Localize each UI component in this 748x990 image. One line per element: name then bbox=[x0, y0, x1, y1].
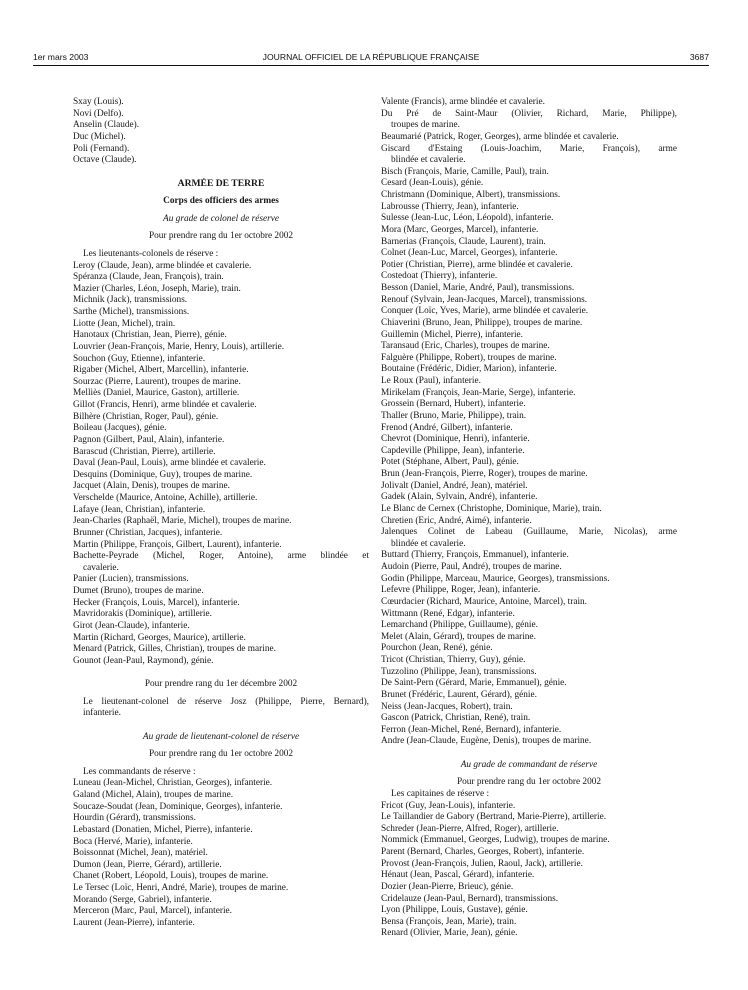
list-item: Gadek (Alain, Sylvain, André), infanterie. bbox=[381, 492, 538, 503]
list-item: Capdeville (Philippe, Jean), infanterie. bbox=[381, 445, 525, 456]
list-item: blindée et cavalerie. bbox=[391, 538, 466, 549]
grade-heading: Au grade de colonel de réserve bbox=[163, 213, 279, 224]
grade-heading: Au grade de lieutenant-colonel de réserve bbox=[142, 731, 300, 742]
list-item: Buttard (Thierry, François, Emmanuel), infanterie. bbox=[381, 550, 569, 561]
section-title: ARMÉE DE TERRE bbox=[177, 178, 265, 190]
list-item: Bachette-Peyrade (Michel, Roger, Antoine), arme blindée et bbox=[73, 551, 369, 562]
list-item: Godin (Philippe, Marceau, Maurice, Georges), transmissions. bbox=[381, 573, 610, 584]
list-item: Desquins (Dominique, Guy), troupes de marine. bbox=[73, 469, 253, 480]
list-item: Brun (Jean-François, Pierre, Roger), troupes de marine. bbox=[381, 469, 588, 479]
list-item: Costedoat (Thierry), infanterie. bbox=[381, 271, 498, 282]
list-item: Gounot (Jean-Paul, Raymond), génie. bbox=[73, 655, 214, 666]
list-item: Neiss (Jean-Jacques, Robert), train. bbox=[381, 701, 513, 712]
list-item: Merceron (Marc, Paul, Marcel), infanterie. bbox=[73, 906, 233, 917]
page-header bbox=[33, 52, 709, 66]
list-item: Du Pré de Saint-Maur (Olivier, Richard, Marie, Philippe), bbox=[381, 108, 677, 119]
list-item: Sarthe (Michel), transmissions. bbox=[73, 307, 190, 317]
list-item: Renouf (Sylvain, Jean-Jacques, Marcel), transmissions. bbox=[381, 294, 588, 305]
list-item: Boutaine (Frédéric, Didier, Marion), infanterie. bbox=[381, 364, 557, 375]
list-item: Renard (Olivier, Marie, Jean), génie. bbox=[381, 928, 518, 939]
list-item: Wittmann (René, Edgar), infanterie. bbox=[381, 608, 515, 619]
list-item: Chevrot (Dominique, Henri), infanterie. bbox=[381, 434, 530, 445]
list-item: Michnik (Jack), transmissions. bbox=[73, 295, 188, 306]
list-item: Lafaye (Jean, Christian), infanterie. bbox=[73, 504, 206, 515]
list-item: Jalenques Colinet de Labeau (Guillaume, Marie, Nicolas), arme bbox=[381, 527, 677, 538]
list-item: Octave (Claude). bbox=[73, 155, 137, 166]
list-item: Le Tersec (Loïc, Henri, André, Marie), troupes de marine. bbox=[73, 883, 289, 893]
list-item: Lebastard (Donatien, Michel, Pierre), infanterie. bbox=[73, 824, 253, 835]
list-item: Rigaber (Michel, Albert, Marcellin), infanterie. bbox=[73, 365, 249, 376]
list-item: Provost (Jean-François, Julien, Raoul, Jack), artillerie. bbox=[381, 858, 583, 869]
list-item: Duc (Michel). bbox=[73, 131, 126, 142]
list-intro: Les lieutenants-colonels de réserve : bbox=[83, 248, 219, 259]
list-item: Bisch (François, Marie, Camille, Paul), train. bbox=[381, 166, 549, 177]
list-item: Potier (Christian, Pierre), arme blindée et cavalerie. bbox=[381, 259, 573, 270]
list-item: Parent (Bernard, Charles, Georges, Robert), infanterie. bbox=[381, 847, 585, 857]
list-item: Dozier (Jean-Pierre, Brieuc), génie. bbox=[381, 881, 514, 892]
list-item: Audoin (Pierre, Paul, André), troupes de marine. bbox=[381, 562, 562, 572]
list-item: Mavridorakis (Dominique), artillerie. bbox=[73, 609, 212, 620]
header-rule bbox=[33, 65, 709, 66]
list-item: Barascud (Christian, Pierre), artillerie. bbox=[73, 446, 216, 457]
list-item: Liotte (Jean, Michel), train. bbox=[73, 318, 176, 329]
rank-date: Pour prendre rang du 1er octobre 2002 bbox=[148, 749, 294, 760]
list-item: Verschelde (Maurice, Antoine, Achille), artillerie. bbox=[73, 493, 258, 503]
list-item: Guillemin (Michel, Pierre), infanterie. bbox=[381, 329, 523, 340]
list-item: Grossein (Bernard, Hubert), infanterie. bbox=[381, 399, 526, 410]
list-item: Sxay (Louis). bbox=[73, 97, 124, 107]
list-item: Christmann (Dominique, Albert), transmissions. bbox=[381, 190, 561, 200]
list-item: Brunet (Frédéric, Laurent, Gérard), génie. bbox=[381, 689, 537, 700]
list-item: Anselin (Claude). bbox=[73, 120, 140, 131]
list-item: Beaumarié (Patrick, Roger, Georges), arme blindée et cavalerie. bbox=[381, 131, 619, 142]
list-item: Novi (Delfo). bbox=[73, 108, 124, 119]
list-item: Galand (Michel, Alain), troupes de marine. bbox=[73, 790, 234, 800]
list-item: Luneau (Jean-Michel, Christian, Georges), infanterie. bbox=[73, 778, 273, 789]
list-item: Brunner (Christian, Jacques), infanterie. bbox=[73, 527, 223, 538]
list-item: Leroy (Claude, Jean), arme blindée et cavalerie. bbox=[73, 260, 252, 271]
list-item: troupes de marine. bbox=[391, 120, 460, 131]
list-item: Bensa (François, Jean, Marie), train. bbox=[381, 916, 517, 927]
list-item: Hecker (François, Louis, Marcel), infanterie. bbox=[73, 597, 240, 608]
list-item: Sourzac (Pierre, Laurent), troupes de marine. bbox=[73, 376, 241, 387]
paragraph-line: infanterie. bbox=[83, 708, 121, 719]
list-item: Louvrier (Jean-François, Marie, Henry, Louis), artillerie. bbox=[73, 341, 285, 352]
list-item: Hanotaux (Christian, Jean, Pierre), génie. bbox=[73, 330, 227, 341]
list-item: Gascon (Patrick, Christian, René), train. bbox=[381, 713, 531, 724]
grade-heading: Au grade de commandant de réserve bbox=[460, 759, 598, 770]
list-item: Sulesse (Jean-Luc, Léon, Léopold), infanterie. bbox=[381, 213, 554, 224]
list-item: Valente (Francis), arme blindée et cavalerie. bbox=[381, 97, 545, 107]
rank-date: Pour prendre rang du 1er octobre 2002 bbox=[456, 777, 602, 788]
list-item: Poli (Fernand). bbox=[73, 143, 130, 154]
header-page-number: 3687 bbox=[689, 52, 709, 62]
list-item: Le Roux (Paul), infanterie. bbox=[381, 376, 481, 386]
officer-list bbox=[73, 261, 369, 668]
list-item: Chanet (Robert, Léopold, Louis), troupes de marine. bbox=[73, 871, 269, 882]
list-item: Falguère (Philippe, Robert), troupes de marine. bbox=[381, 352, 557, 363]
list-item: Tricot (Christian, Thierry, Guy), génie. bbox=[381, 655, 526, 665]
list-item: cavalerie. bbox=[83, 562, 119, 573]
list-item: Pourchon (Jean, René), génie. bbox=[381, 643, 493, 654]
list-item: Girot (Jean-Claude), infanterie. bbox=[73, 620, 190, 631]
list-item: Frenod (André, Gilbert), infanterie. bbox=[381, 422, 513, 433]
header-date: 1er mars 2003 bbox=[33, 52, 89, 62]
list-item: Lemarchand (Philippe, Guillaume), génie. bbox=[381, 620, 538, 631]
list-item: Boissonnat (Michel, Jean), matériel. bbox=[73, 848, 208, 859]
list-item: Morando (Serge, Gabriel), infanterie. bbox=[73, 894, 212, 905]
list-item: Barnerias (François, Claude, Laurent), train. bbox=[381, 236, 546, 247]
list-item: Mora (Marc, Georges, Marcel), infanterie. bbox=[381, 224, 539, 235]
list-item: Pagnon (Gilbert, Paul, Alain), infanterie. bbox=[73, 434, 225, 445]
officer-list bbox=[381, 801, 677, 941]
paragraph-line: Le lieutenant-colonel de réserve Josz (Philippe, Pierre, Bernard), bbox=[83, 696, 369, 707]
list-item: Boileau (Jacques), génie. bbox=[73, 423, 167, 434]
list-item: Labrousse (Thierry, Jean), infanterie. bbox=[381, 201, 519, 212]
list-item: Souchon (Guy, Etienne), infanterie. bbox=[73, 353, 206, 364]
list-item: Lyon (Philippe, Louis, Gustave), génie. bbox=[381, 905, 528, 916]
list-item: Mirikelam (François, Jean-Marie, Serge), infanterie. bbox=[381, 387, 576, 398]
list-item: Bilhère (Christian, Roger, Paul), génie. bbox=[73, 411, 219, 422]
list-item: Melet (Alain, Gérard), troupes de marine. bbox=[381, 631, 536, 642]
list-item: Jacquet (Alain, Denis), troupes de marine. bbox=[73, 481, 230, 492]
list-item: Spéranza (Claude, Jean, François), train. bbox=[73, 272, 224, 283]
list-item: Cœurdacier (Richard, Maurice, Antoine, Marcel), train. bbox=[381, 596, 588, 607]
list-item: De Saint-Pern (Gérard, Marie, Emmanuel), génie. bbox=[381, 678, 567, 689]
list-item: Schreder (Jean-Pierre, Alfred, Roger), artillerie. bbox=[381, 823, 559, 834]
list-item: Le Taillandier de Gabory (Bertrand, Marie-Pierre), artillerie. bbox=[381, 812, 607, 823]
right-column bbox=[381, 97, 677, 940]
list-item: Colnet (Jean-Luc, Marcel, Georges), infanterie. bbox=[381, 248, 558, 259]
list-item: Dumet (Bruno), troupes de marine. bbox=[73, 586, 204, 596]
list-item: Tuzzolino (Philippe, Jean), transmissions. bbox=[381, 666, 537, 677]
officer-list bbox=[381, 97, 677, 748]
list-item: Andre (Jean-Claude, Eugène, Denis), troupes de marine. bbox=[381, 736, 592, 747]
list-item: Giscard d'Estaing (Louis-Joachim, Marie, François), arme bbox=[381, 143, 677, 154]
list-item: Martin (Philippe, François, Gilbert, Laurent), infanterie. bbox=[73, 539, 282, 550]
rank-date: Pour prendre rang du 1er décembre 2002 bbox=[144, 679, 298, 689]
list-item: Panier (Lucien), transmissions. bbox=[73, 574, 189, 585]
list-item: Ferron (Jean-Michel, René, Bernard), infanterie. bbox=[381, 724, 562, 735]
list-item: Hourdin (Gérard), transmissions. bbox=[73, 813, 196, 824]
list-item: Jolivalt (Daniel, André, Jean), matériel. bbox=[381, 480, 528, 491]
list-item: Nommick (Emmanuel, Georges, Ludwig), troupes de marine. bbox=[381, 835, 610, 846]
list-item: Gillot (Francis, Henri), arme blindée et cavalerie. bbox=[73, 400, 257, 410]
list-item: Conquer (Loïc, Yves, Marie), arme blindée et cavalerie. bbox=[381, 306, 589, 317]
list-item: Cesard (Jean-Louis), génie. bbox=[381, 178, 484, 189]
left-column bbox=[73, 97, 369, 930]
list-item: Daval (Jean-Paul, Louis), arme blindée et cavalerie. bbox=[73, 458, 266, 469]
list-item: Fricot (Guy, Jean-Louis), infanterie. bbox=[381, 800, 516, 811]
list-intro: Les commandants de réserve : bbox=[83, 766, 196, 777]
list-item: Jean-Charles (Raphaël, Marie, Michel), troupes de marine. bbox=[73, 516, 292, 527]
list-item: blindée et cavalerie. bbox=[391, 155, 466, 166]
list-item: Taransaud (Eric, Charles), troupes de marine. bbox=[381, 341, 550, 352]
list-item: Besson (Daniel, Marie, André, Paul), transmissions. bbox=[381, 283, 575, 293]
corps-title: Corps des officiers des armes bbox=[163, 196, 279, 206]
list-item: Boca (Hervé, Marie), infanterie. bbox=[73, 836, 193, 847]
rank-date: Pour prendre rang du 1er octobre 2002 bbox=[148, 231, 294, 242]
list-item: Melliès (Daniel, Maurice, Gaston), artillerie. bbox=[73, 388, 240, 399]
list-item: Laurent (Jean-Pierre), infanterie. bbox=[73, 917, 195, 928]
list-intro: Les capitaines de réserve : bbox=[391, 788, 490, 799]
list-item: Martin (Richard, Georges, Maurice), artillerie. bbox=[73, 632, 246, 643]
list-item: Thaller (Bruno, Marie, Philippe), train. bbox=[381, 410, 527, 421]
list-item: Hénaut (Jean, Pascal, Gérard), infanterie. bbox=[381, 870, 535, 881]
list-item: Le Blanc de Cernex (Christophe, Dominique, Marie), train. bbox=[381, 503, 602, 514]
list-item: Mazier (Charles, Léon, Joseph, Marie), train. bbox=[73, 283, 241, 294]
list-item: Chretien (Eric, André, Aimé), infanterie. bbox=[381, 515, 532, 526]
top-names-list bbox=[73, 97, 369, 167]
header-journal-title: JOURNAL OFFICIEL DE LA RÉPUBLIQUE FRANÇAISE bbox=[262, 52, 480, 62]
officer-list bbox=[73, 778, 369, 929]
list-item: Chiaverini (Bruno, Jean, Philippe), troupes de marine. bbox=[381, 317, 583, 328]
list-item: Lefevre (Philippe, Roger, Jean), infanterie. bbox=[381, 585, 541, 596]
list-item: Dumon (Jean, Pierre, Gérard), artillerie. bbox=[73, 859, 222, 870]
list-item: Menard (Patrick, Gilles, Christian), troupes de marine. bbox=[73, 644, 276, 655]
list-item: Cridelauze (Jean-Paul, Bernard), transmissions. bbox=[381, 893, 559, 904]
list-item: Potet (Stéphane, Albert, Paul), génie. bbox=[381, 457, 519, 468]
list-item: Soucaze-Soudat (Jean, Dominique, Georges), infanterie. bbox=[73, 801, 283, 812]
